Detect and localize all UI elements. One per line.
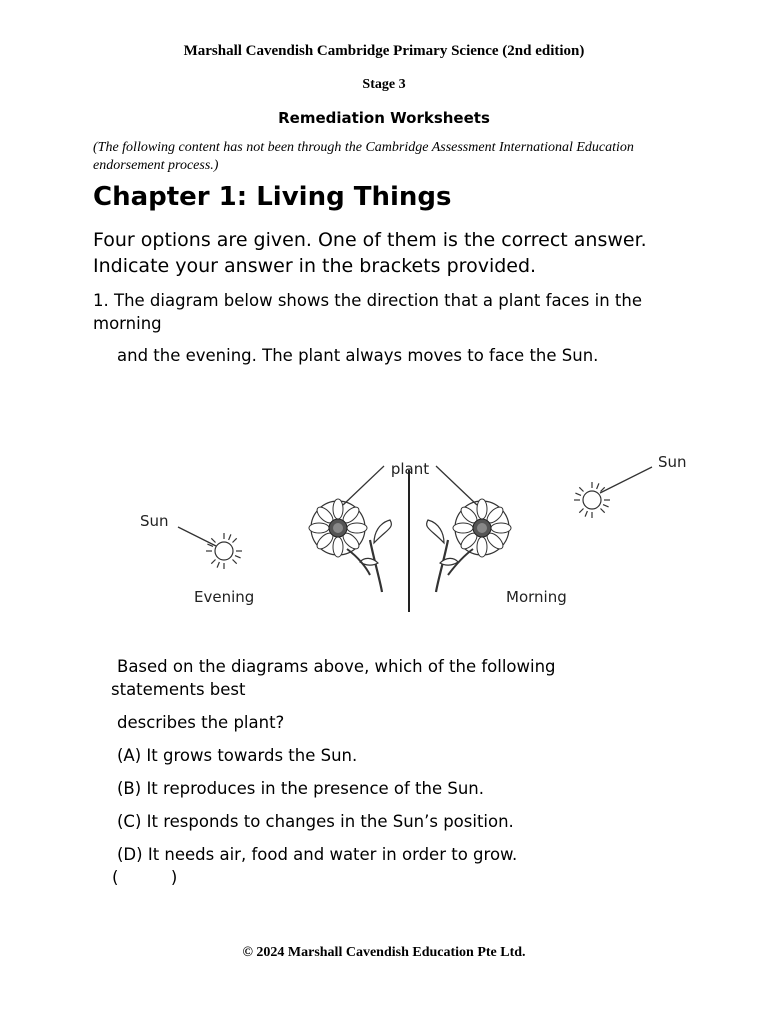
stage-label: Stage 3 (362, 77, 406, 92)
evening-sun (206, 533, 242, 569)
question-1-prompt-text: Based on the diagrams above, which of the following statements best (111, 657, 556, 699)
chapter-title: Chapter 1: Living Things (93, 182, 452, 212)
question-1-prompt-continued: describes the plant? (117, 713, 285, 732)
evening-plant (309, 499, 391, 592)
endorsement-disclaimer: (The following content has not been through the Cambridge Assessment International Education endorsement process.) (93, 140, 634, 173)
copyright-footer: © 2024 Marshall Cavendish Education Pte Ltd. (242, 945, 526, 960)
morning-sun (574, 482, 610, 518)
instructions-text: Four options are given. One of them is the correct answer. Indicate your answer in the brackets provided. (93, 229, 647, 277)
option-c: (C) It responds to changes in the Sun’s position. (117, 812, 514, 831)
answer-brackets[interactable]: ( ) (112, 868, 178, 887)
evening-label: Evening (194, 588, 255, 606)
sun-left-label: Sun (140, 512, 169, 530)
sun-right-label: Sun (658, 453, 687, 471)
option-d: (D) It needs air, food and water in order to grow. (117, 845, 518, 864)
worksheet-title: Remediation Worksheets (278, 109, 490, 127)
plant-label: plant (390, 460, 430, 478)
question-1-intro: 1. The diagram below shows the direction that a plant faces in the morning (93, 291, 642, 333)
publisher-title: Marshall Cavendish Cambridge Primary Science (2nd edition) (183, 43, 585, 59)
morning-label: Morning (506, 588, 567, 606)
option-b: (B) It reproduces in the presence of the Sun. (117, 779, 485, 798)
morning-plant (427, 499, 511, 592)
question-1-prompt (111, 655, 631, 701)
option-a: (A) It grows towards the Sun. (117, 746, 358, 765)
plant-sun-diagram (130, 445, 700, 620)
question-1-intro-continued: and the evening. The plant always moves to face the Sun. (117, 346, 599, 365)
